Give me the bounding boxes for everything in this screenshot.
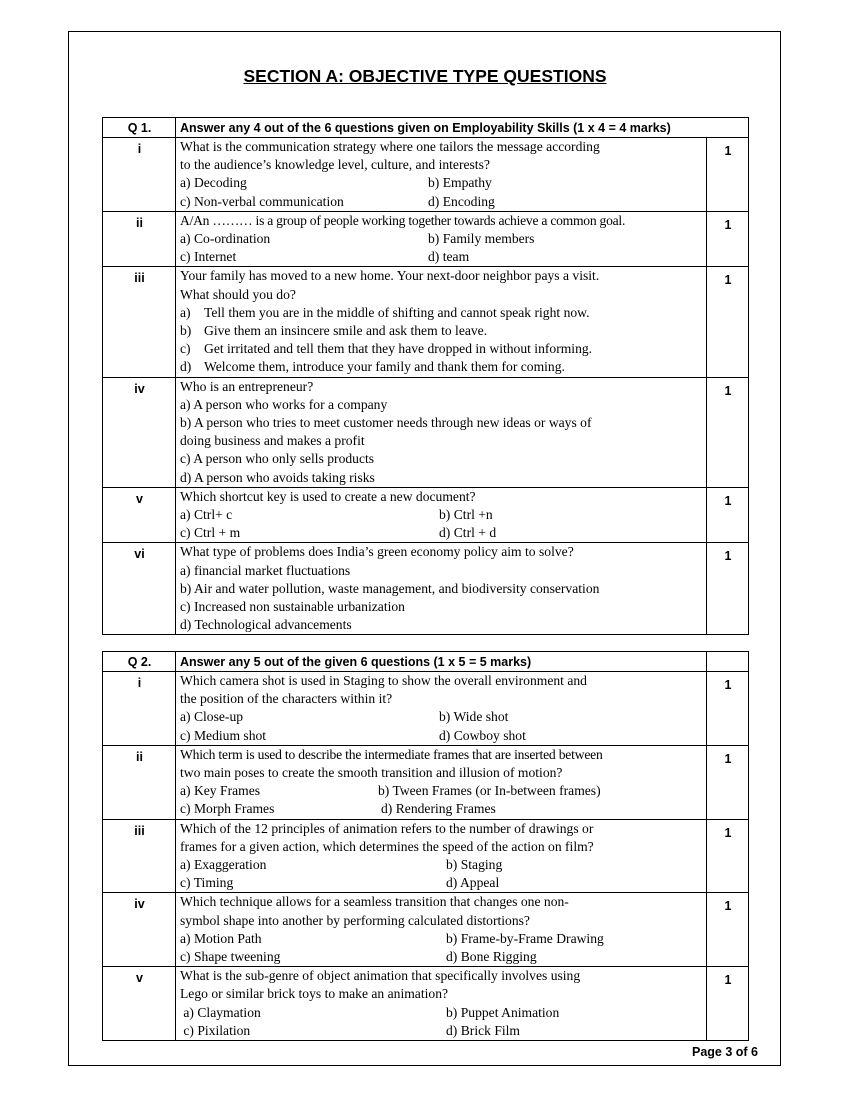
question-marks: 1: [707, 893, 749, 967]
option-a: a) Exaggeration: [180, 856, 267, 872]
question-line: frames for a given action, which determines the speed of the action on film?: [180, 838, 594, 854]
option-row: [180, 248, 703, 266]
question-line: Who is an entrepreneur?: [180, 378, 314, 394]
question-marks: 1: [707, 211, 749, 267]
option-b: b) Tween Frames (or In-between frames): [378, 783, 601, 799]
question-text: [176, 377, 707, 487]
option-row: [180, 1004, 703, 1022]
question-line: Which of the 12 principles of animation refers to the number of drawings or: [180, 820, 594, 836]
option-a: a) Ctrl+ c: [180, 506, 233, 522]
question-number: vi: [103, 543, 176, 635]
q1-instruction: Answer any 4 out of the 6 questions given on Employability Skills (1 x 4 = 4 marks): [176, 118, 749, 138]
question-line: Which term is used to describe the intermediate frames that are inserted between: [180, 746, 603, 762]
question-text: [176, 543, 707, 635]
question-line: Which shortcut key is used to create a new document?: [180, 488, 476, 504]
option-c: c) Non-verbal communication: [180, 193, 344, 209]
question-row: [103, 893, 749, 967]
question-line: the position of the characters within it?: [180, 691, 393, 707]
question-row: [103, 487, 749, 543]
question-line: What is the sub-genre of object animation that specifically involves using: [180, 968, 581, 984]
option-d: d) team: [428, 249, 470, 265]
question-line: Your family has moved to a new home. Your next-door neighbor pays a visit.: [180, 268, 600, 284]
question-line: two main poses to create the smooth transition and illusion of motion?: [180, 764, 563, 780]
question-marks: 1: [707, 745, 749, 819]
question-text: [176, 893, 707, 967]
option-row: [180, 1022, 703, 1040]
option-b: b) Frame-by-Frame Drawing: [446, 930, 604, 946]
list-option: [180, 304, 703, 322]
q1-table: [102, 117, 749, 635]
option-a: a) Decoding: [180, 175, 247, 191]
page-number: Page 3 of 6: [692, 1045, 758, 1059]
question-row: [103, 267, 749, 377]
question-text: [176, 819, 707, 893]
list-option: [180, 358, 703, 376]
question-marks: 1: [707, 138, 749, 212]
option-a: a) Close-up: [180, 709, 244, 725]
question-row: [103, 543, 749, 635]
question-marks: 1: [707, 487, 749, 543]
question-marks: 1: [707, 819, 749, 893]
question-line: d) A person who avoids taking risks: [180, 469, 375, 485]
option-row: [180, 948, 703, 966]
question-line: Which camera shot is used in Staging to show the overall environment and: [180, 673, 587, 688]
q2-table: [102, 651, 749, 1041]
question-line: symbol shape into another by performing calculated distortions?: [180, 912, 530, 928]
question-marks: 1: [707, 377, 749, 487]
option-b: b) Wide shot: [439, 709, 509, 725]
q2-instruction: Answer any 5 out of the given 6 questions (1 x 5 = 5 marks): [176, 652, 707, 672]
option-row: [180, 727, 703, 745]
question-line: A/An ……… is a group of people working together towards achieve a common goal.: [180, 212, 626, 228]
question-line: a) A person who works for a company: [180, 396, 388, 412]
option-c: c) Ctrl + m: [180, 525, 241, 541]
option-row: [180, 230, 703, 248]
option-d: d) Appeal: [446, 875, 500, 891]
question-number: iii: [103, 267, 176, 377]
question-number: i: [103, 138, 176, 212]
q2-header-row: [103, 652, 749, 672]
option-row: [180, 174, 703, 192]
option-d: d) Cowboy shot: [439, 727, 526, 743]
question-text: [176, 672, 707, 746]
option-b: b) Family members: [428, 230, 535, 246]
option-d: d) Ctrl + d: [439, 525, 497, 541]
option-row: [180, 708, 703, 726]
option-row: [180, 193, 703, 211]
list-marker: c): [180, 341, 191, 357]
list-marker: d): [180, 359, 192, 375]
option-d: d) Bone Rigging: [446, 948, 537, 964]
option-d: d) Encoding: [428, 193, 495, 209]
option-b: b) Puppet Animation: [446, 1004, 560, 1020]
list-text: Give them an insincere smile and ask them to leave.: [204, 322, 488, 338]
question-text: [176, 745, 707, 819]
q1-header-row: [103, 118, 749, 138]
question-number: v: [103, 487, 176, 543]
question-text: [176, 211, 707, 267]
q1-number: Q 1.: [103, 118, 176, 138]
question-line: to the audience’s knowledge level, culture, and interests?: [180, 157, 490, 173]
question-number: i: [103, 672, 176, 746]
option-c: c) Timing: [180, 875, 234, 891]
option-a: a) Motion Path: [180, 930, 262, 946]
question-marks: 1: [707, 543, 749, 635]
list-marker: b): [180, 322, 192, 338]
list-text: Welcome them, introduce your family and thank them for coming.: [204, 359, 565, 375]
option-c: c) Internet: [180, 249, 237, 265]
question-line: c) A person who only sells products: [180, 451, 375, 467]
option-row: [180, 930, 703, 948]
question-row: [103, 672, 749, 746]
question-row: [103, 745, 749, 819]
list-marker: a): [180, 304, 191, 320]
question-row: [103, 211, 749, 267]
list-text: Tell them you are in the middle of shifting and cannot speak right now.: [204, 304, 590, 320]
list-text: Get irritated and tell them that they have dropped in without informing.: [204, 341, 593, 357]
question-line: a) financial market fluctuations: [180, 562, 351, 578]
question-line: c) Increased non sustainable urbanization: [180, 598, 405, 614]
question-row: [103, 377, 749, 487]
question-number: ii: [103, 745, 176, 819]
option-a: a) Claymation: [180, 1004, 261, 1020]
option-row: [180, 856, 703, 874]
question-number: ii: [103, 211, 176, 267]
question-line: b) Air and water pollution, waste management, and biodiversity conservation: [180, 580, 600, 596]
option-b: b) Staging: [446, 856, 503, 872]
list-option: [180, 340, 703, 358]
question-line: doing business and makes a profit: [180, 433, 365, 449]
question-text: [176, 138, 707, 212]
option-b: b) Ctrl +n: [439, 506, 493, 522]
question-text: [176, 967, 707, 1041]
option-c: c) Medium shot: [180, 727, 267, 743]
question-row: [103, 138, 749, 212]
option-a: a) Key Frames: [180, 783, 261, 799]
option-d: d) Rendering Frames: [381, 801, 496, 817]
question-line: What should you do?: [180, 286, 296, 302]
option-row: [180, 524, 703, 542]
question-number: v: [103, 967, 176, 1041]
question-line: What type of problems does India’s green economy policy aim to solve?: [180, 544, 574, 560]
option-row: [180, 874, 703, 892]
question-row: [103, 967, 749, 1041]
q2-header-blank: [707, 652, 749, 672]
question-line: d) Technological advancements: [180, 617, 352, 633]
option-d: d) Brick Film: [446, 1022, 521, 1038]
option-row: [180, 800, 703, 818]
list-option: [180, 322, 703, 340]
question-line: Which technique allows for a seamless transition that changes one non-: [180, 894, 569, 910]
question-number: iv: [103, 377, 176, 487]
q2-number: Q 2.: [103, 652, 176, 672]
question-text: [176, 487, 707, 543]
question-number: iv: [103, 893, 176, 967]
question-text: [176, 267, 707, 377]
question-marks: 1: [707, 967, 749, 1041]
option-a: a) Co-ordination: [180, 230, 271, 246]
question-line: Lego or similar brick toys to make an animation?: [180, 986, 449, 1002]
option-c: c) Pixilation: [180, 1022, 251, 1038]
question-marks: 1: [707, 267, 749, 377]
section-title: SECTION A: OBJECTIVE TYPE QUESTIONS: [243, 66, 607, 86]
question-row: [103, 819, 749, 893]
option-c: c) Morph Frames: [180, 801, 275, 817]
question-number: iii: [103, 819, 176, 893]
question-line: What is the communication strategy where one tailors the message according: [180, 139, 600, 154]
option-row: [180, 782, 703, 800]
option-c: c) Shape tweening: [180, 948, 281, 964]
question-marks: 1: [707, 672, 749, 746]
option-row: [180, 506, 703, 524]
question-line: b) A person who tries to meet customer needs through new ideas or ways of: [180, 414, 592, 430]
option-b: b) Empathy: [428, 175, 492, 191]
